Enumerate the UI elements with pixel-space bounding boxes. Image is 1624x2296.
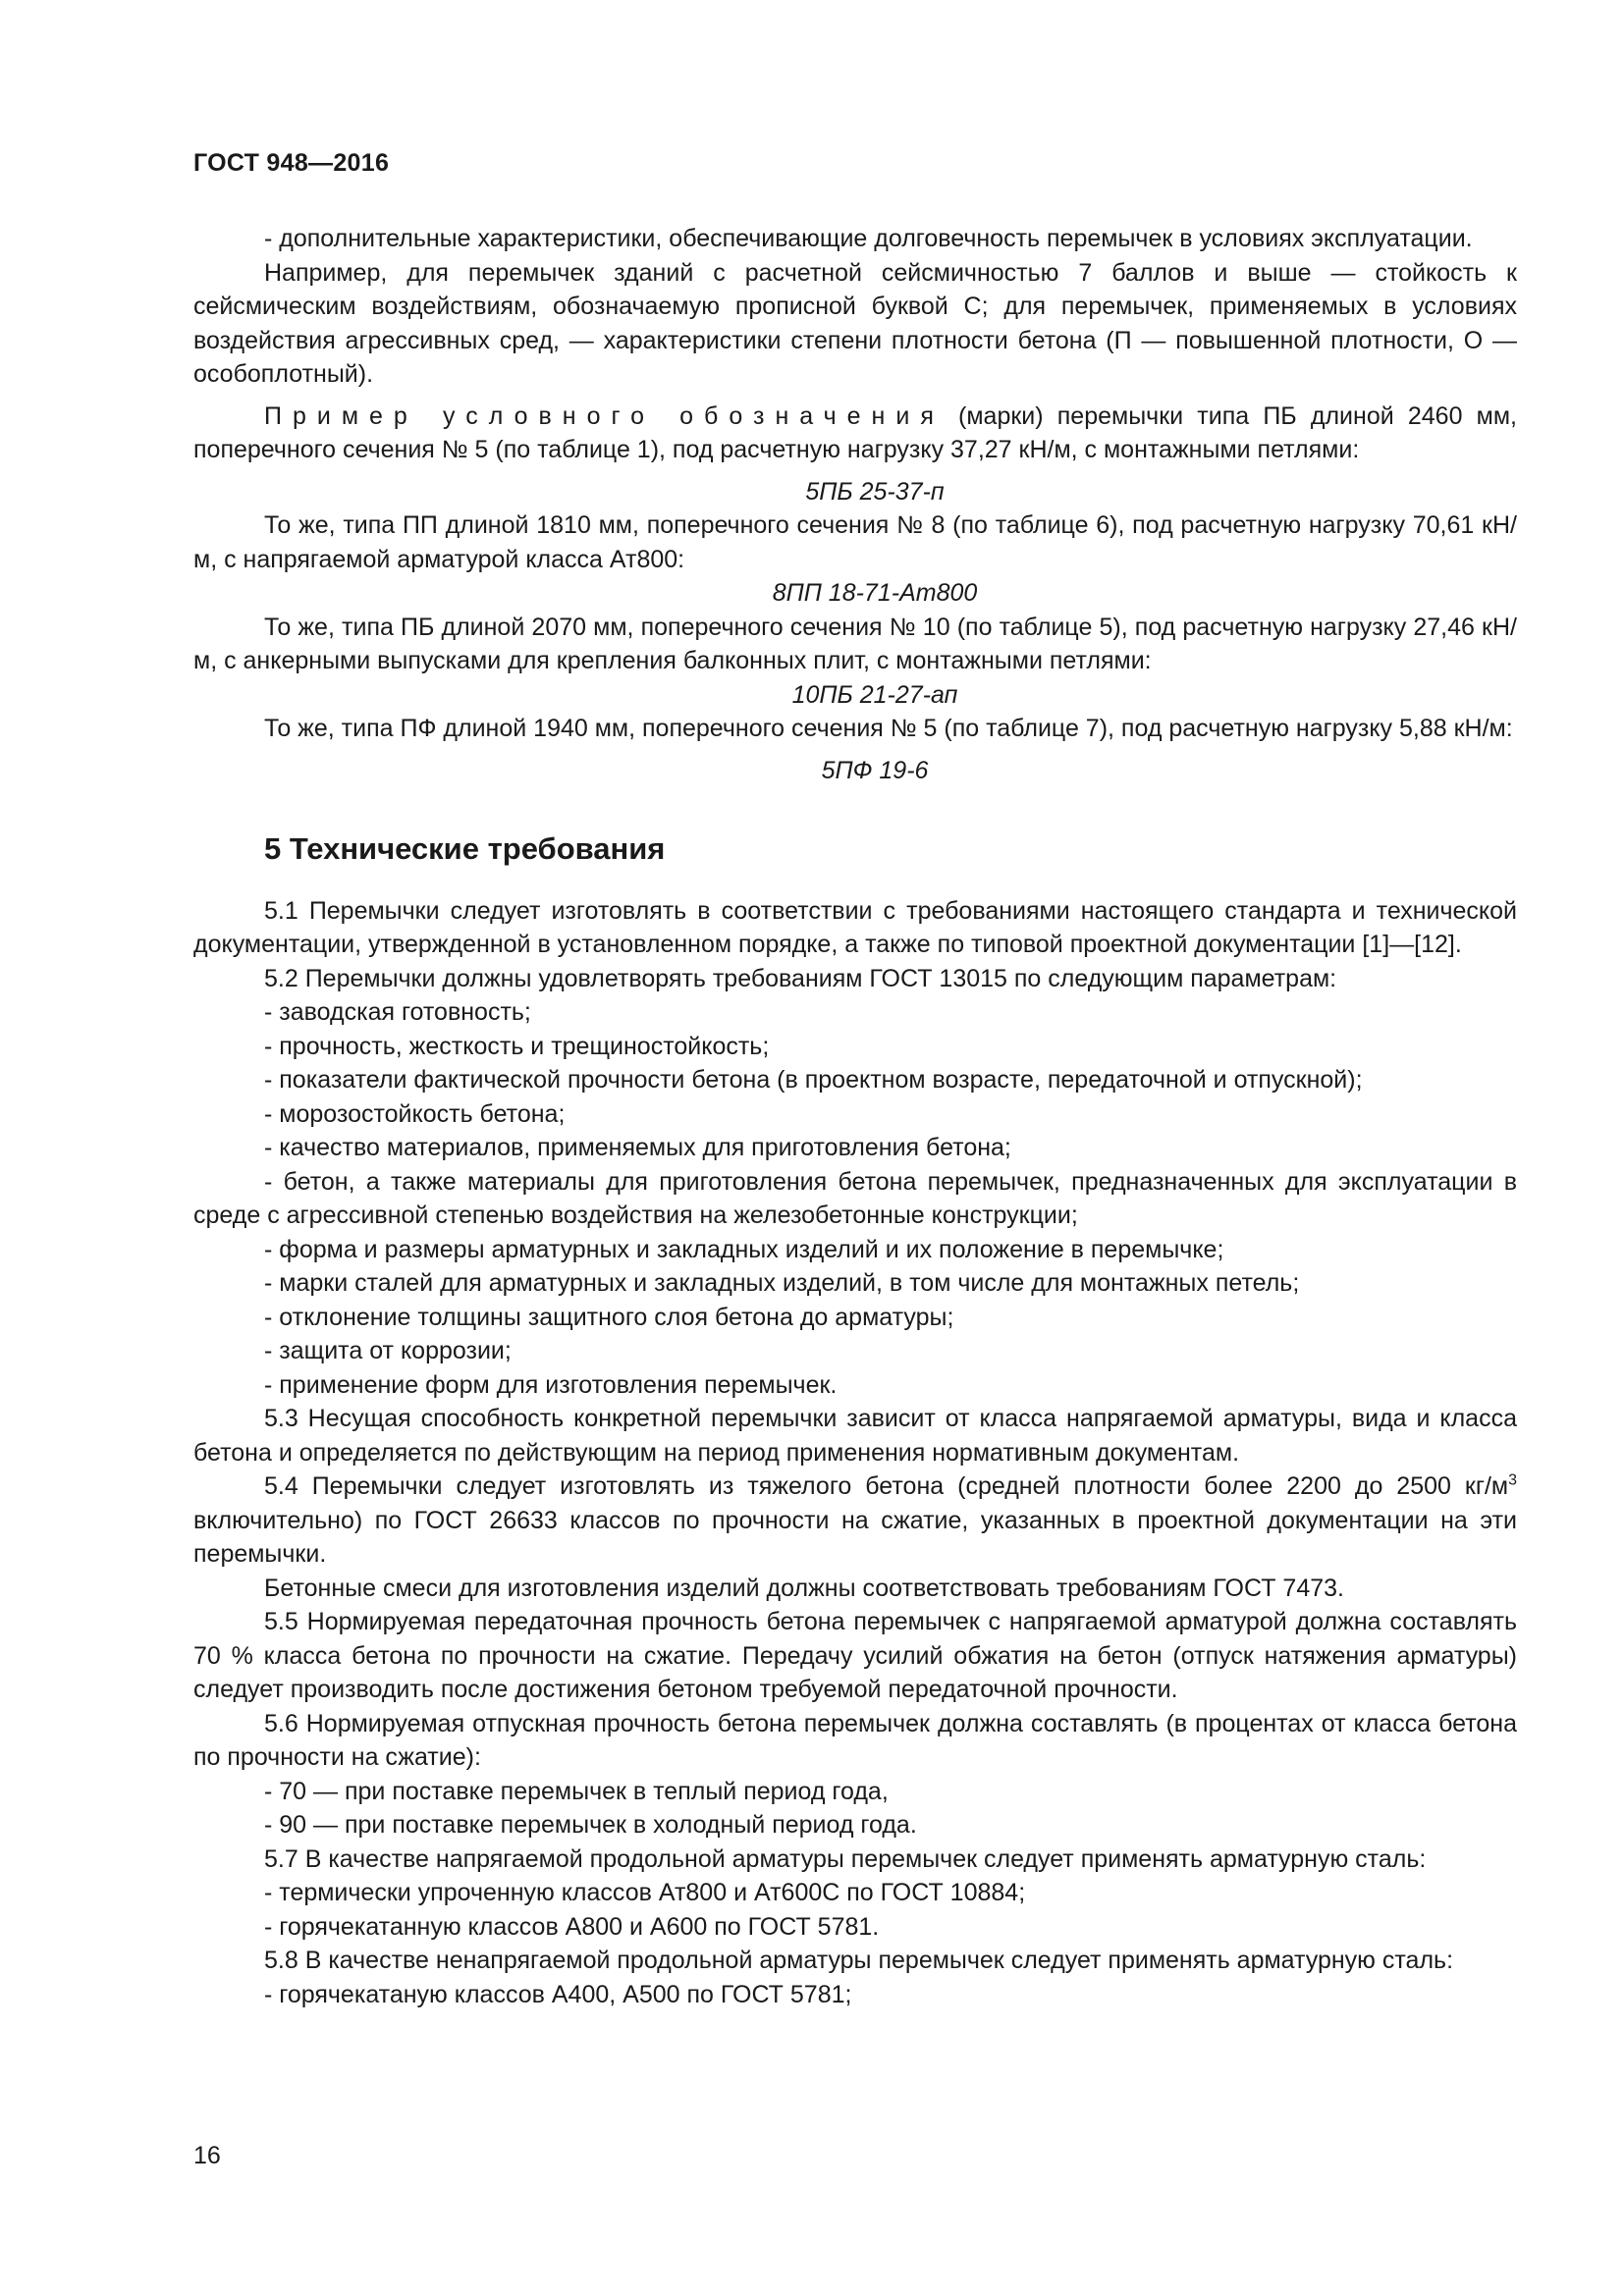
page-number: 16 xyxy=(193,2142,221,2169)
intro-paragraph-2: Например, для перемычек зданий с расчетной сейсмичностью 7 баллов и выше — стойкость к сейсмическим воздействиям, обозначаемую прописной буквой С; для перемычек, применяемых в условиях воздействия агрессивных сред, — характеристики степени плотности бетона (П — повышенной плотности, О — особоплотный). xyxy=(193,258,1517,388)
list-item: - термически упроченную классов Ат800 и Ат600С по ГОСТ 10884; xyxy=(264,1879,1026,1906)
example-mark-4: 5ПФ 19-6 xyxy=(821,756,929,784)
example-paragraph-2: То же, типа ПП длиной 1810 мм, поперечного сечения № 8 (по таблице 6), под расчетную нагрузку 70,61 кН/м, с напрягаемой арматурой класса Ат800: xyxy=(193,511,1517,573)
clause-5-7: 5.7 В качестве напрягаемой продольной арматуры перемычек следует применять арматурную сталь: xyxy=(264,1844,1427,1873)
concrete-mix-paragraph: Бетонные смеси для изготовления изделий должны соответствовать требованиям ГОСТ 7473. xyxy=(264,1574,1344,1602)
list-item: - горячекатанную классов А800 и А600 по ГОСТ 5781. xyxy=(264,1912,880,1941)
clause-5-1: 5.1 Перемычки следует изготовлять в соответствии с требованиями настоящего стандарта и технической документации, утвержденной в установленном порядке, а также по типовой проектной документации [1]—[12]. xyxy=(193,896,1517,958)
section-5-title: 5 Технические требования xyxy=(264,831,666,866)
page-content xyxy=(193,222,1517,2011)
clause-5-4-part-a: 5.4 Перемычки следует изготовлять из тяжелого бетона (средней плотности более 2200 до 2500 кг/м xyxy=(264,1472,1509,1500)
list-item: - морозостойкость бетона; xyxy=(264,1099,566,1128)
example-mark-2: 8ПП 18-71-Ат800 xyxy=(772,579,978,607)
clause-5-6: 5.6 Нормируемая отпускная прочность бетона перемычек должна составлять (в процентах от класса бетона по прочности на сжатие): xyxy=(193,1709,1517,1771)
intro-paragraph-1: - дополнительные характеристики, обеспечивающие долговечность перемычек в условиях эксплуатации. xyxy=(264,225,1473,252)
clause-5-4-part-b: включительно) по ГОСТ 26633 классов по прочности на сжатие, указанных в проектной документации на эти перемычки. xyxy=(193,1506,1517,1568)
list-item: - применение форм для изготовления перемычек. xyxy=(264,1370,838,1399)
example-paragraph-1 xyxy=(193,400,1517,467)
list-item: - защита от коррозии; xyxy=(264,1337,512,1364)
example-text-1: (марки) перемычки типа ПБ длиной 2460 мм, поперечного сечения № 5 (по таблице 1), под расчетную нагрузку 37,27 кН/м, с монтажными петлями: xyxy=(193,401,1517,463)
list-item: - заводская готовность; xyxy=(264,998,531,1026)
example-label: Пример условного обозначения xyxy=(264,401,945,430)
list-item: - форма и размеры арматурных и закладных изделий и их положение в перемычке; xyxy=(264,1235,1224,1263)
list-item: - горячекатаную классов А400, А500 по ГОСТ 5781; xyxy=(264,1980,852,2008)
list-item: - качество материалов, применяемых для приготовления бетона; xyxy=(264,1134,1011,1161)
example-paragraph-3: То же, типа ПБ длиной 2070 мм, поперечного сечения № 10 (по таблице 5), под расчетную нагрузку 27,46 кН/м, с анкерными выпусками для крепления балконных плит, с монтажными петлями: xyxy=(193,613,1517,674)
example-mark-1: 5ПБ 25-37-п xyxy=(805,477,945,506)
list-item: - марки сталей для арматурных и закладных изделий, в том числе для монтажных петель; xyxy=(264,1269,1300,1297)
clause-5-2: 5.2 Перемычки должны удовлетворять требованиям ГОСТ 13015 по следующим параметрам: xyxy=(264,964,1337,992)
clause-5-3: 5.3 Несущая способность конкретной перемычки зависит от класса напрягаемой арматуры, вида и класса бетона и определяется по действующим на период применения нормативным документам. xyxy=(193,1405,1517,1467)
list-item: - отклонение толщины защитного слоя бетона до арматуры; xyxy=(264,1303,954,1331)
list-item: - прочность, жесткость и трещиностойкость; xyxy=(264,1032,770,1060)
superscript-3: 3 xyxy=(1508,1471,1517,1489)
document-header: ГОСТ 948—2016 xyxy=(193,149,390,177)
list-item: - показатели фактической прочности бетона (в проектном возрасте, передаточной и отпускной); xyxy=(264,1066,1363,1094)
clause-5-4 xyxy=(193,1469,1517,1572)
list-item: - 70 — при поставке перемычек в теплый период года, xyxy=(264,1777,889,1805)
list-item: - 90 — при поставке перемычек в холодный период года. xyxy=(264,1811,917,1839)
example-paragraph-4: То же, типа ПФ длиной 1940 мм, поперечного сечения № 5 (по таблице 7), под расчетную нагрузку 5,88 кН/м: xyxy=(264,715,1513,742)
clause-5-8: 5.8 В качестве ненапрягаемой продольной арматуры перемычек следует применять арматурную сталь: xyxy=(264,1947,1454,1974)
list-item: - бетон, а также материалы для приготовления бетона перемычек, предназначенных для эксплуатации в среде с агрессивной степенью воздействия на железобетонные конструкции; xyxy=(193,1167,1517,1229)
clause-5-5: 5.5 Нормируемая передаточная прочность бетона перемычек с напрягаемой арматурой должна составлять 70 % класса бетона по прочности на сжатие. Передачу усилий обжатия на бетон (отпуск натяжения арматуры) следует производить после достижения бетоном требуемой передаточной прочности. xyxy=(193,1608,1517,1703)
example-mark-3: 10ПБ 21-27-ап xyxy=(791,680,958,709)
